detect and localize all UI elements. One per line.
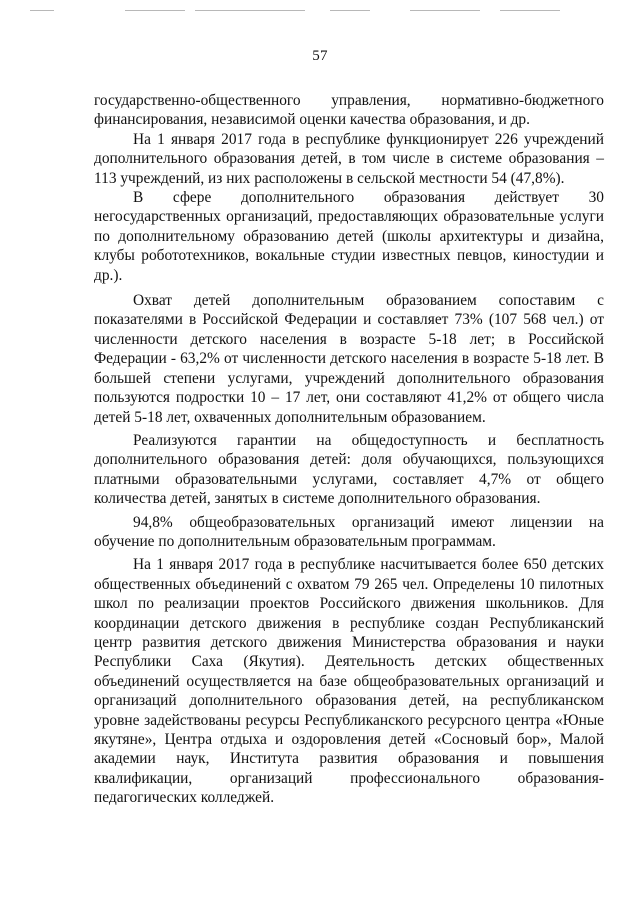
scan-artifact-strip: [30, 10, 610, 14]
paragraph-4: Охват детей дополнительным образованием сопоставим с показателями в Российской Федерации и составляет 73% (107 568 чел.) от численности детского населения в возрасте 5-18 лет; в Российской Федерации - 63,2% от численности детского населения в возрасте 5-18 лет. В большей степени услугами, учреждений дополнительного образования пользуются подростки 10 – 17 лет, они составляют 41,2% от общего числа детей 5-18 лет, охваченных дополнительным образованием.: [94, 292, 604, 426]
paragraph-2: На 1 января 2017 года в республике функционирует 226 учреждений дополнительного образования детей, в том числе в системе образования – 113 учреждений, из них расположены в сельской местности 54 (47,8%).: [94, 130, 604, 187]
paragraph-7: На 1 января 2017 года в республике насчитывается более 650 детских общественных объединений с охватом 79 265 чел. Определены 10 пилотных школ по реализации проектов Российского движения школьников. Для координации детского движения в республике создан Республиканский центр развития детского движения Министерства образования и науки Республики Саха (Якутия). Деятельность детских общественных объединений осуществляется на базе общеобразовательных организаций и организаций дополнительного образования детей, на республиканском уровне задействованы ресурсы Республиканского ресурсного центра «Юные якутяне», Центра отдыха и оздоровления детей «Сосновый бор», Малой академии наук, Института развития образования и повышения квалификации, организаций профессионального образования-педагогических колледжей.: [94, 556, 604, 807]
page-number: 57: [312, 48, 328, 64]
paragraph-3: В сфере дополнительного образования действует 30 негосударственных организаций, предоставляющих образовательные услуги по дополнительному образованию детей (школы архитектуры и дизайна, клубы робототехников, вокальные студии известных певцов, киностудии и др.).: [94, 189, 604, 284]
document-body: [94, 91, 604, 808]
paragraph-5: Реализуются гарантии на общедоступность и бесплатность дополнительного образования детей: доля обучающихся, пользующихся платными образовательными услугами, составляет 4,7% от общего количества детей, занятых в системе дополнительного образования.: [94, 431, 604, 508]
paragraph-1: государственно-общественного управления, нормативно-бюджетного финансирования, независимой оценки качества образования, и др.: [94, 92, 604, 129]
paragraph-6: 94,8% общеобразовательных организаций имеют лицензии на обучение по дополнительным образовательным программам.: [94, 513, 604, 550]
